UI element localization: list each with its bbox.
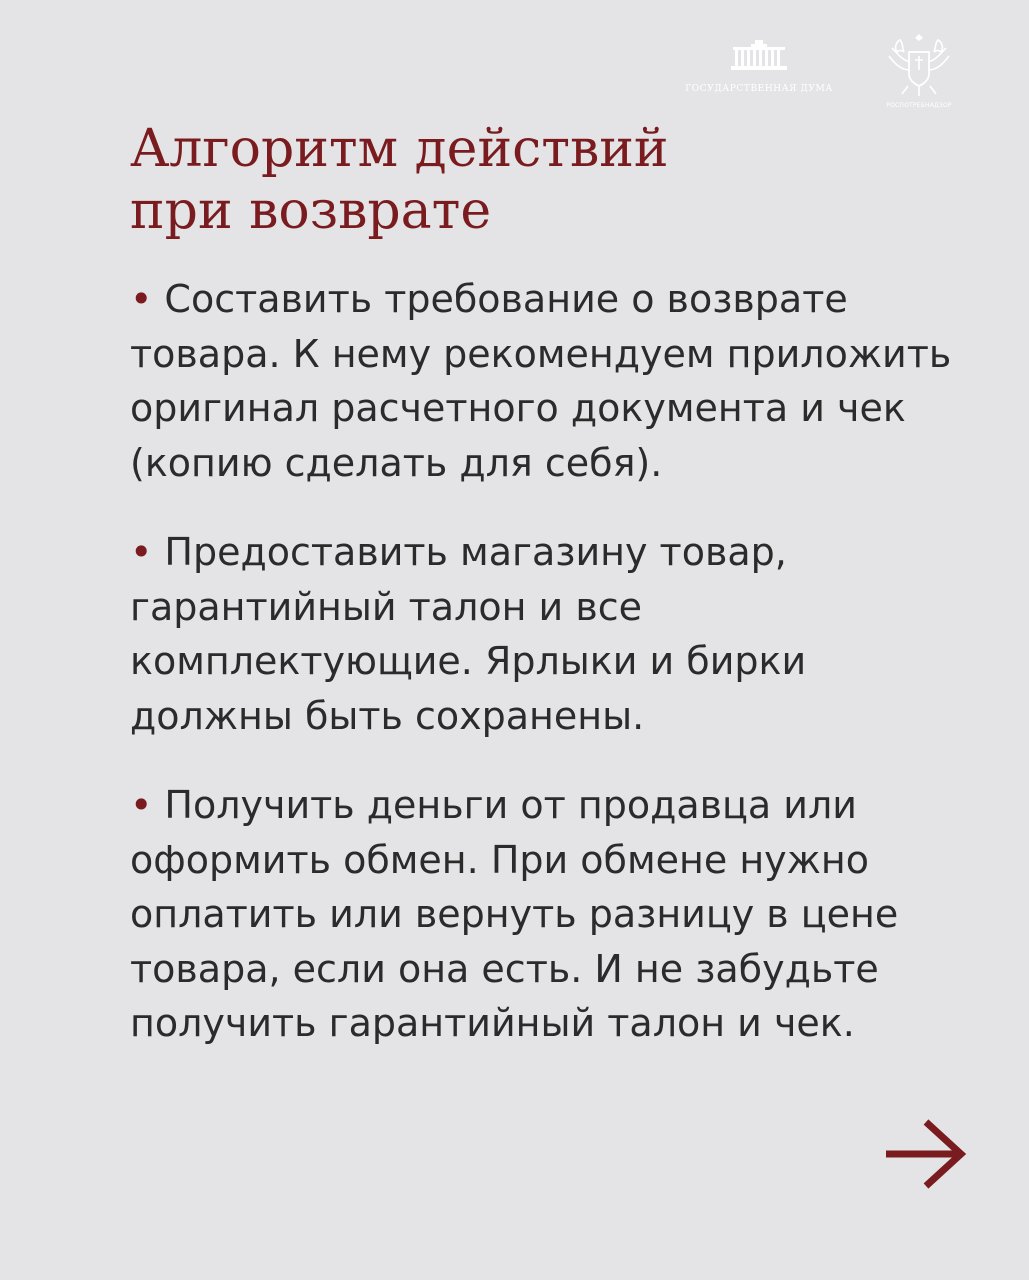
- list-item: [130, 525, 960, 743]
- list-item: [130, 778, 960, 1051]
- list-item-text: Составить требование о возврате товара. К нему рекомендуем приложить оригинал расчетного документа и чек (копию сделать для себя).: [130, 277, 952, 485]
- title-line-2: при возврате: [130, 181, 492, 241]
- duma-caption: ГОСУДАРСТВЕННАЯ ДУМА: [685, 84, 833, 94]
- bullet-icon: •: [130, 530, 153, 574]
- header-logos: [669, 30, 959, 109]
- bullet-icon: •: [130, 277, 153, 321]
- list-item: [130, 272, 960, 490]
- action-list: [130, 272, 960, 1086]
- rospotrebnadzor-logo: [879, 30, 959, 109]
- title-line-1: Алгоритм действий: [130, 119, 669, 179]
- bullet-icon: •: [130, 783, 153, 827]
- double-headed-eagle-icon: [886, 30, 952, 98]
- page-title: [130, 118, 930, 242]
- arrow-right-icon[interactable]: [882, 1116, 968, 1192]
- list-item-text: Предоставить магазину товар, гарантийный талон и все комплектующие. Ярлыки и бирки должны быть сохранены.: [130, 530, 807, 738]
- rospotrebnadzor-caption: РОСПОТРЕБНАДЗОР: [886, 102, 952, 109]
- duma-logo: [669, 40, 849, 94]
- list-item-text: Получить деньги от продавца или оформить обмен. При обмене нужно оплатить или вернуть разницу в цене товара, если она есть. И не забудьте получить гарантийный талон и чек.: [130, 783, 899, 1045]
- duma-building-icon: [731, 40, 787, 70]
